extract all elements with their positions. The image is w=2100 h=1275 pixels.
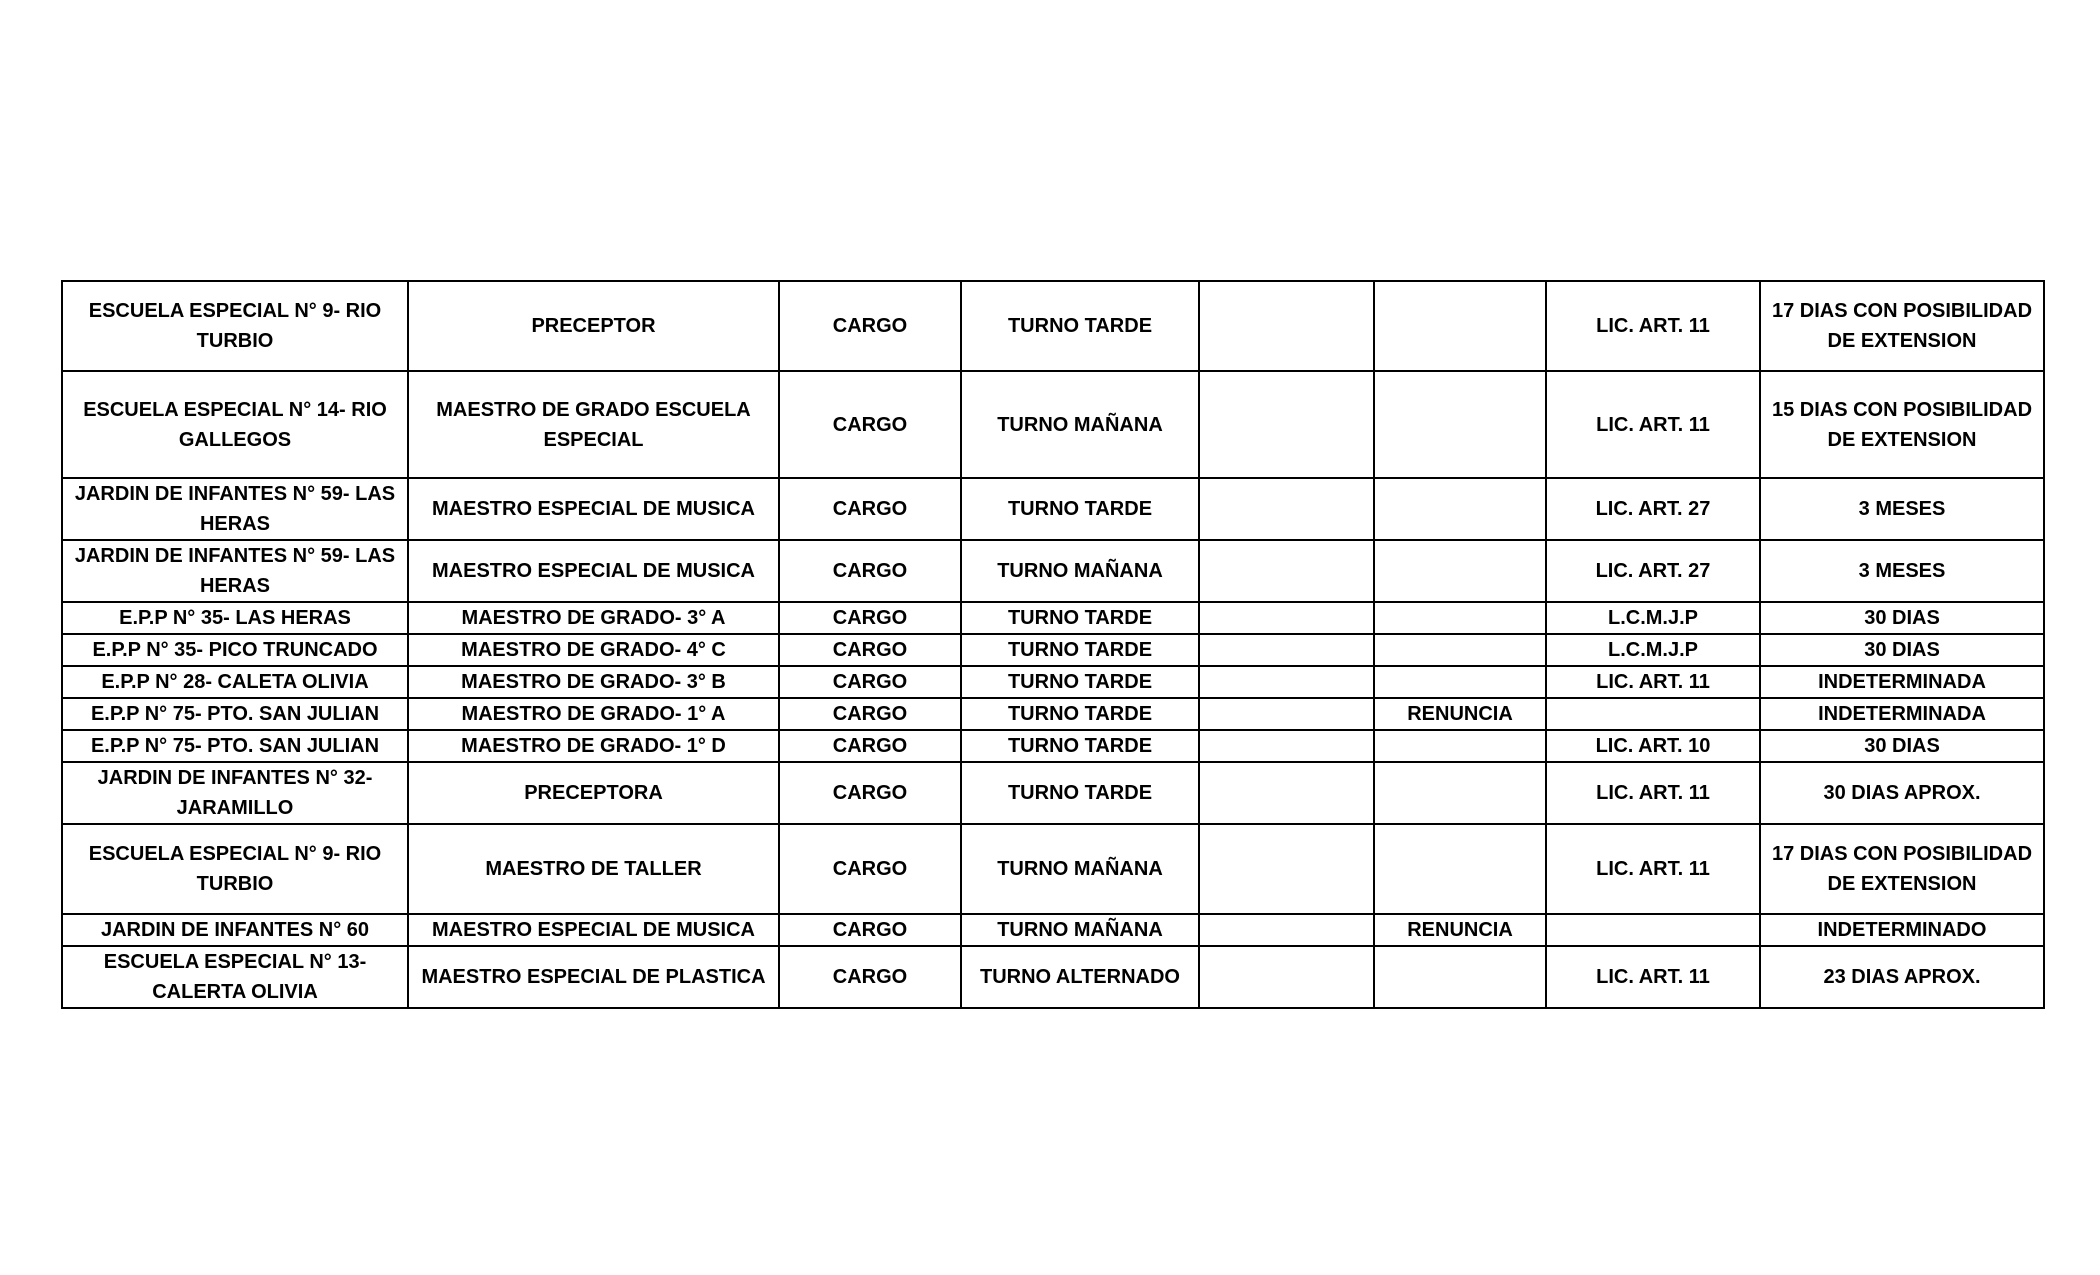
shift-cell: TURNO MAÑANA: [961, 824, 1199, 914]
shift-cell: TURNO MAÑANA: [961, 540, 1199, 602]
shift-cell: TURNO TARDE: [961, 634, 1199, 666]
table-row: [62, 602, 2044, 634]
reason-cell: [1374, 602, 1546, 634]
empty-cell: [1199, 914, 1374, 946]
shift-cell: TURNO TARDE: [961, 762, 1199, 824]
table-row: [62, 281, 2044, 371]
school-cell: JARDIN DE INFANTES N° 59- LAS HERAS: [62, 478, 408, 540]
license-cell: [1546, 698, 1760, 730]
shift-cell: TURNO TARDE: [961, 698, 1199, 730]
empty-cell: [1199, 824, 1374, 914]
position-cell: MAESTRO DE GRADO- 3° A: [408, 602, 779, 634]
license-cell: LIC. ART. 27: [1546, 540, 1760, 602]
reason-cell: [1374, 730, 1546, 762]
reason-cell: [1374, 478, 1546, 540]
type-cell: CARGO: [779, 602, 961, 634]
empty-cell: [1199, 946, 1374, 1008]
reason-cell: [1374, 666, 1546, 698]
license-cell: LIC. ART. 10: [1546, 730, 1760, 762]
duration-cell: 30 DIAS: [1760, 730, 2044, 762]
reason-cell: [1374, 824, 1546, 914]
school-cell: E.P.P N° 75- PTO. SAN JULIAN: [62, 730, 408, 762]
table-row: [62, 540, 2044, 602]
school-cell: ESCUELA ESPECIAL N° 13- CALERTA OLIVIA: [62, 946, 408, 1008]
shift-cell: TURNO TARDE: [961, 730, 1199, 762]
duration-cell: INDETERMINADA: [1760, 666, 2044, 698]
duration-cell: 23 DIAS APROX.: [1760, 946, 2044, 1008]
duration-cell: 3 MESES: [1760, 540, 2044, 602]
reason-cell: RENUNCIA: [1374, 698, 1546, 730]
table-row: [62, 478, 2044, 540]
shift-cell: TURNO ALTERNADO: [961, 946, 1199, 1008]
empty-cell: [1199, 666, 1374, 698]
reason-cell: [1374, 371, 1546, 478]
table-row: [62, 914, 2044, 946]
duration-cell: 30 DIAS: [1760, 634, 2044, 666]
reason-cell: [1374, 762, 1546, 824]
duration-cell: 17 DIAS CON POSIBILIDAD DE EXTENSION: [1760, 281, 2044, 371]
duration-cell: INDETERMINADA: [1760, 698, 2044, 730]
school-cell: E.P.P N° 35- PICO TRUNCADO: [62, 634, 408, 666]
type-cell: CARGO: [779, 540, 961, 602]
license-cell: LIC. ART. 11: [1546, 371, 1760, 478]
shift-cell: TURNO TARDE: [961, 602, 1199, 634]
duration-cell: 15 DIAS CON POSIBILIDAD DE EXTENSION: [1760, 371, 2044, 478]
type-cell: CARGO: [779, 666, 961, 698]
position-cell: MAESTRO DE GRADO- 3° B: [408, 666, 779, 698]
position-cell: MAESTRO DE GRADO- 4° C: [408, 634, 779, 666]
type-cell: CARGO: [779, 698, 961, 730]
duration-cell: 30 DIAS: [1760, 602, 2044, 634]
type-cell: CARGO: [779, 634, 961, 666]
empty-cell: [1199, 540, 1374, 602]
school-cell: ESCUELA ESPECIAL N° 14- RIO GALLEGOS: [62, 371, 408, 478]
duration-cell: INDETERMINADO: [1760, 914, 2044, 946]
type-cell: CARGO: [779, 371, 961, 478]
type-cell: CARGO: [779, 762, 961, 824]
table-row: [62, 698, 2044, 730]
license-cell: L.C.M.J.P: [1546, 634, 1760, 666]
reason-cell: [1374, 540, 1546, 602]
duration-cell: 30 DIAS APROX.: [1760, 762, 2044, 824]
shift-cell: TURNO TARDE: [961, 281, 1199, 371]
table-row: [62, 666, 2044, 698]
school-cell: ESCUELA ESPECIAL N° 9- RIO TURBIO: [62, 281, 408, 371]
table-row: [62, 824, 2044, 914]
type-cell: CARGO: [779, 281, 961, 371]
license-cell: [1546, 914, 1760, 946]
table-row: [62, 634, 2044, 666]
empty-cell: [1199, 634, 1374, 666]
position-cell: MAESTRO ESPECIAL DE MUSICA: [408, 540, 779, 602]
position-cell: MAESTRO DE GRADO ESCUELA ESPECIAL: [408, 371, 779, 478]
shift-cell: TURNO MAÑANA: [961, 371, 1199, 478]
empty-cell: [1199, 371, 1374, 478]
position-cell: MAESTRO ESPECIAL DE MUSICA: [408, 914, 779, 946]
duration-cell: 17 DIAS CON POSIBILIDAD DE EXTENSION: [1760, 824, 2044, 914]
license-cell: LIC. ART. 11: [1546, 762, 1760, 824]
table-row: [62, 946, 2044, 1008]
school-cell: ESCUELA ESPECIAL N° 9- RIO TURBIO: [62, 824, 408, 914]
position-cell: MAESTRO DE TALLER: [408, 824, 779, 914]
table-row: [62, 730, 2044, 762]
school-cell: E.P.P N° 35- LAS HERAS: [62, 602, 408, 634]
empty-cell: [1199, 762, 1374, 824]
duration-cell: 3 MESES: [1760, 478, 2044, 540]
shift-cell: TURNO TARDE: [961, 666, 1199, 698]
empty-cell: [1199, 281, 1374, 371]
school-cell: JARDIN DE INFANTES N° 59- LAS HERAS: [62, 540, 408, 602]
reason-cell: [1374, 634, 1546, 666]
school-cell: JARDIN DE INFANTES N° 60: [62, 914, 408, 946]
shift-cell: TURNO MAÑANA: [961, 914, 1199, 946]
position-cell: MAESTRO DE GRADO- 1° D: [408, 730, 779, 762]
license-cell: LIC. ART. 11: [1546, 281, 1760, 371]
table-row: [62, 371, 2044, 478]
license-cell: LIC. ART. 27: [1546, 478, 1760, 540]
position-cell: MAESTRO ESPECIAL DE MUSICA: [408, 478, 779, 540]
school-cell: E.P.P N° 75- PTO. SAN JULIAN: [62, 698, 408, 730]
empty-cell: [1199, 602, 1374, 634]
type-cell: CARGO: [779, 914, 961, 946]
license-cell: LIC. ART. 11: [1546, 824, 1760, 914]
shift-cell: TURNO TARDE: [961, 478, 1199, 540]
empty-cell: [1199, 478, 1374, 540]
license-cell: LIC. ART. 11: [1546, 666, 1760, 698]
table-row: [62, 762, 2044, 824]
position-cell: PRECEPTOR: [408, 281, 779, 371]
vacancy-table-container: [61, 280, 2043, 1009]
school-cell: JARDIN DE INFANTES N° 32- JARAMILLO: [62, 762, 408, 824]
license-cell: L.C.M.J.P: [1546, 602, 1760, 634]
reason-cell: [1374, 281, 1546, 371]
reason-cell: [1374, 946, 1546, 1008]
type-cell: CARGO: [779, 478, 961, 540]
school-cell: E.P.P N° 28- CALETA OLIVIA: [62, 666, 408, 698]
type-cell: CARGO: [779, 946, 961, 1008]
type-cell: CARGO: [779, 730, 961, 762]
position-cell: MAESTRO DE GRADO- 1° A: [408, 698, 779, 730]
type-cell: CARGO: [779, 824, 961, 914]
license-cell: LIC. ART. 11: [1546, 946, 1760, 1008]
position-cell: MAESTRO ESPECIAL DE PLASTICA: [408, 946, 779, 1008]
empty-cell: [1199, 698, 1374, 730]
vacancy-table: [61, 280, 2045, 1009]
reason-cell: RENUNCIA: [1374, 914, 1546, 946]
position-cell: PRECEPTORA: [408, 762, 779, 824]
empty-cell: [1199, 730, 1374, 762]
